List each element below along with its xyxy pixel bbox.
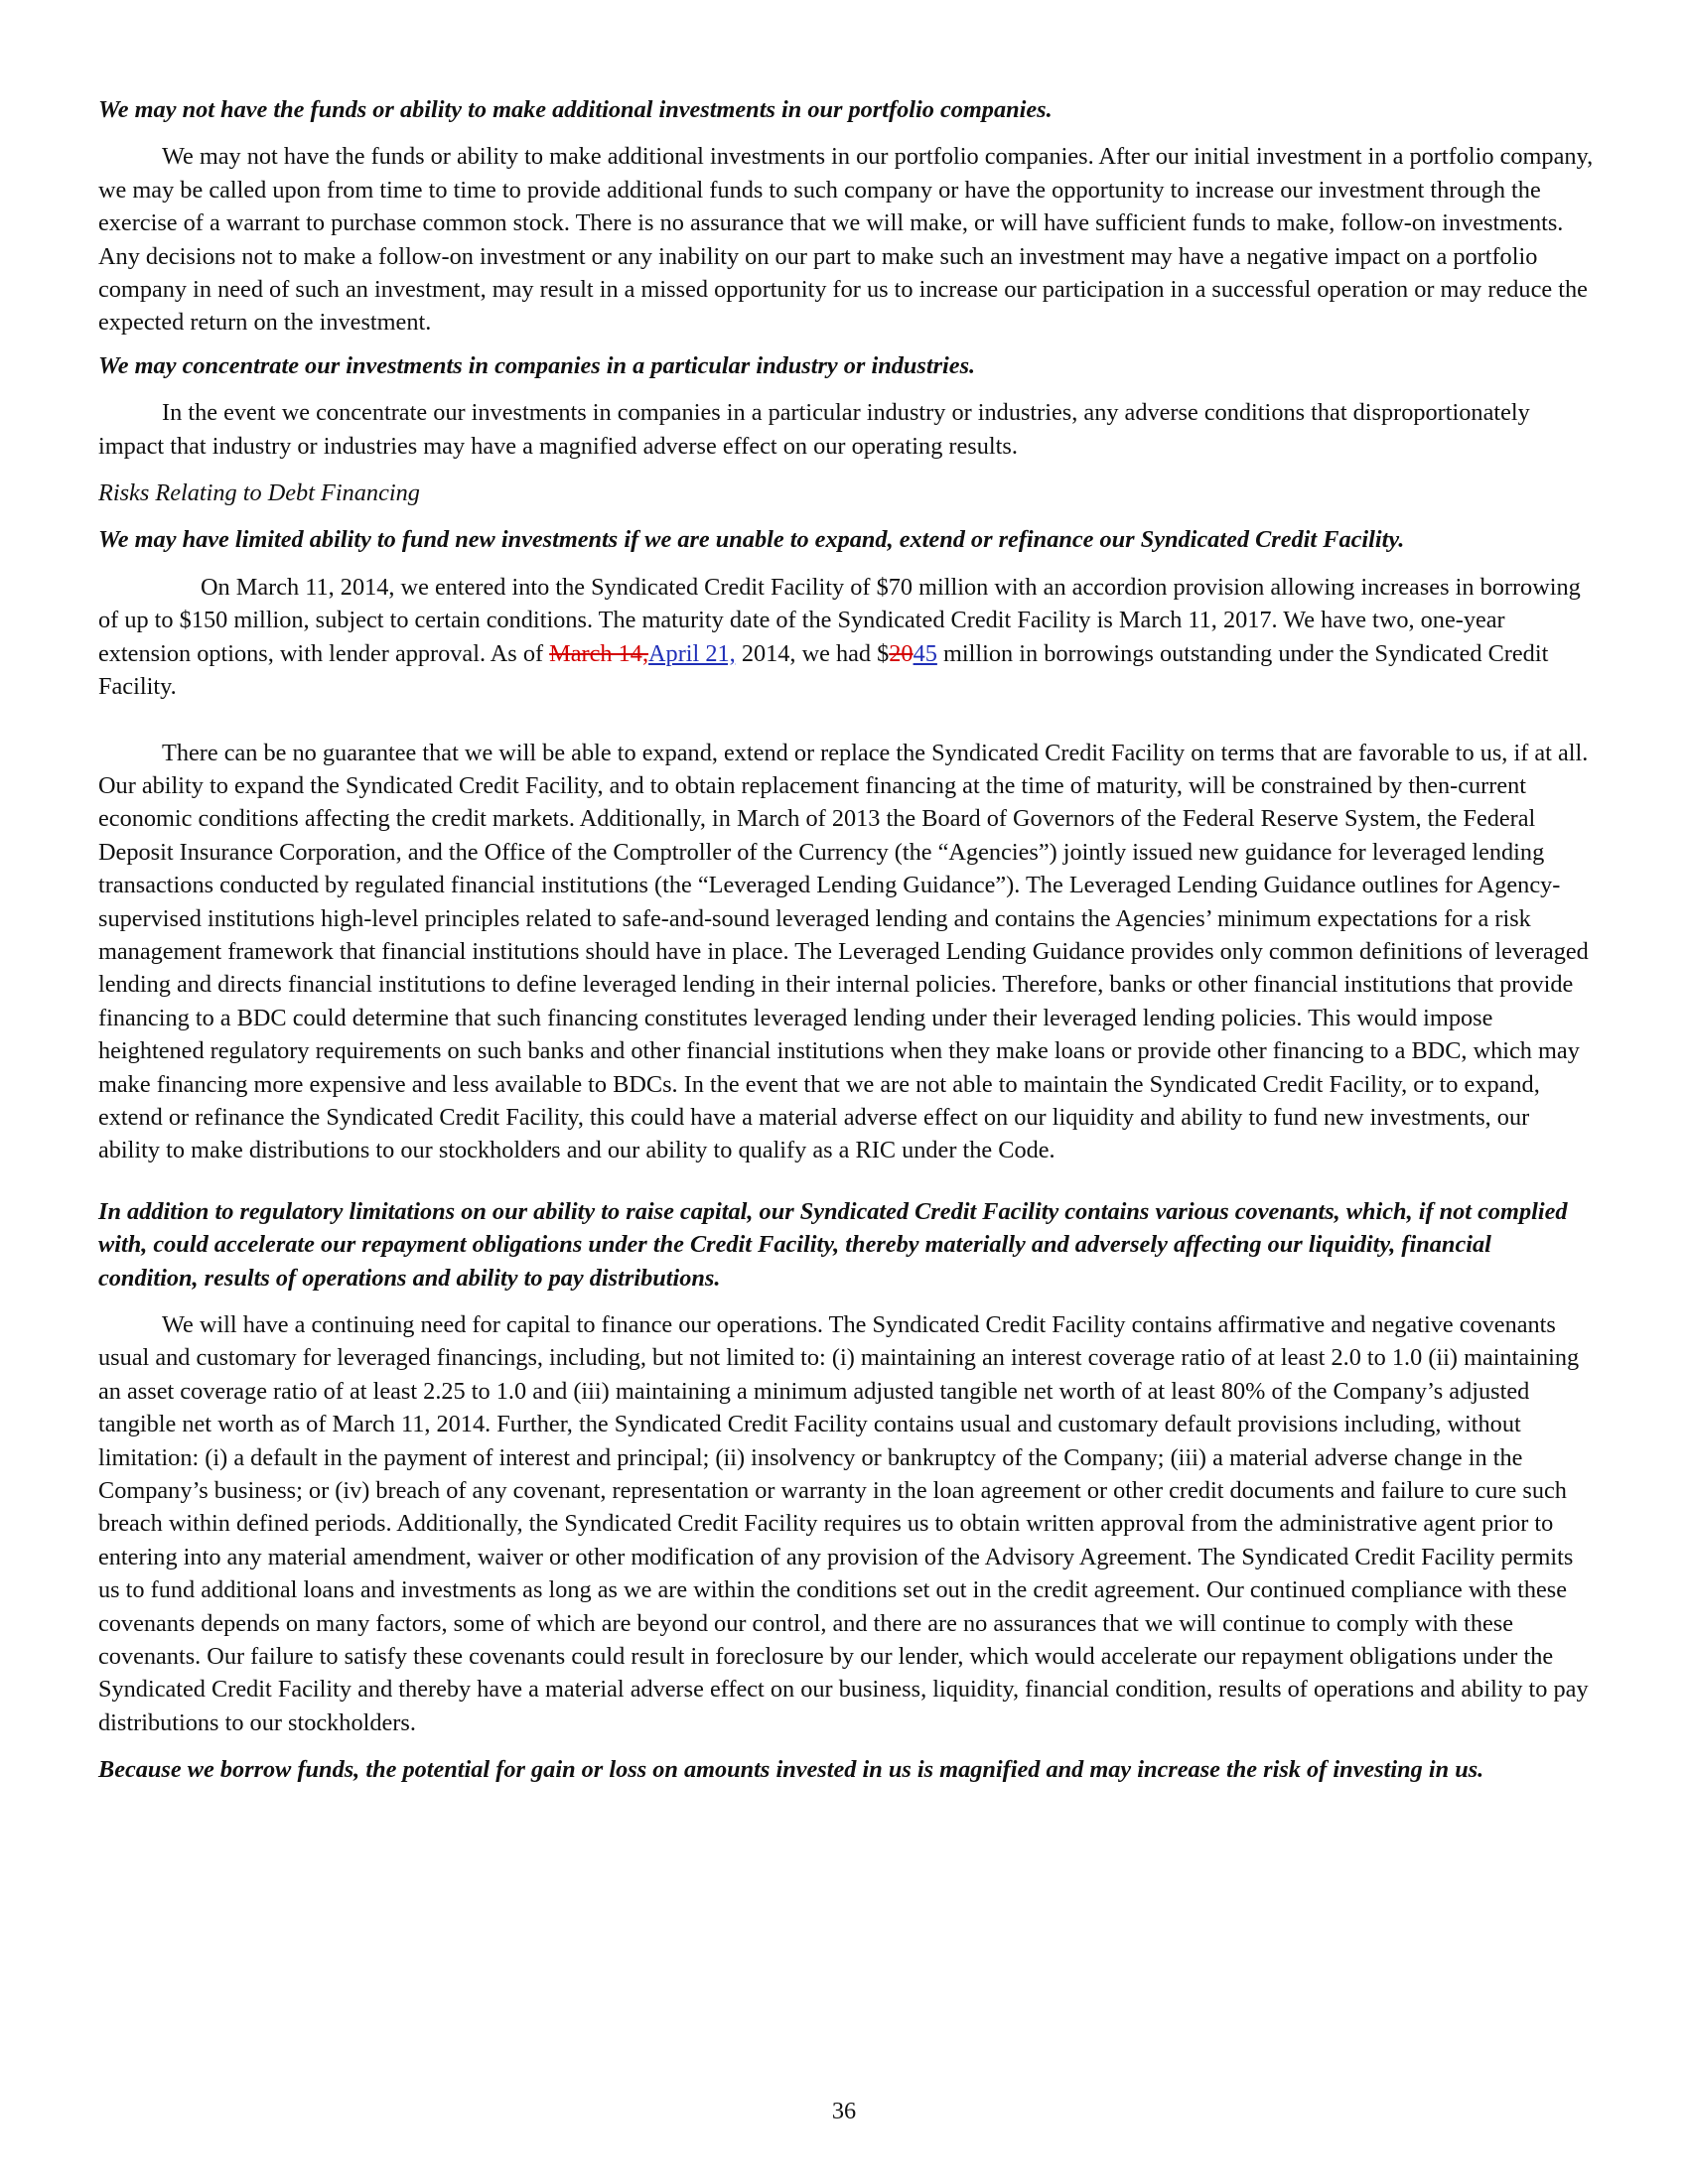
deleted-text-date: March 14, [549, 639, 649, 667]
paragraph-credit-facility [98, 571, 1594, 704]
paragraph-additional-investments: We may not have the funds or ability to make additional investments in our portfolio companies. After our initial investment in a portfolio company, we may be called upon from time to time to provide additional funds to such company or have the opportunity to increase our investment through the exercise of a warrant to purchase common stock. There is no assurance that we will make, or will have sufficient funds to make, follow-on investments. Any decisions not to make a follow-on investment or any inability on our part to make such an investment may have a negative impact on a portfolio company in need of such an investment, may result in a missed opportunity for us to increase our participation in a successful operation or may reduce the expected return on the investment. [98, 143, 1594, 337]
paragraph-credit-facility-text-a: On March 11, 2014, we entered into the Syndicated Credit Facility of $70 million with an accordion provision allowing increases in borrowing of up to $150 million, subject to certain conditions. The maturity date of the Syndicated Credit Facility is March 11, 2017. We have two, one-year extension options, with lender approval. As of [98, 573, 1581, 667]
paragraph-covenants: We will have a continuing need for capital to finance our operations. The Syndicated Credit Facility contains affirmative and negative covenants usual and customary for leveraged financings, including, but not limited to: (i) maintaining an interest coverage ratio of at least 2.0 to 1.0 (ii) maintaining an asset coverage ratio of at least 2.25 to 1.0 and (iii) maintaining a minimum adjusted tangible net worth of at least 80% of the Company’s adjusted tangible net worth as of March 11, 2014. Further, the Syndicated Credit Facility contains usual and customary default provisions including, without limitation: (i) a default in the payment of interest and principal; (ii) insolvency or bankruptcy of the Company; (iii) a material adverse change in the Company’s business; or (iv) breach of any covenant, representation or warranty in the loan agreement or other credit documents and failure to cure such breach within defined periods. Additionally, the Syndicated Credit Facility requires us to obtain written approval from the administrative agent prior to entering into any material amendment, waiver or other modification of any provision of the Advisory Agreement. The Syndicated Credit Facility permits us to fund additional loans and investments as long as we are within the conditions set out in the credit agreement. Our continued compliance with these covenants depends on many factors, some of which are beyond our control, and there are no assurances that we will continue to comply with these covenants. Our failure to satisfy these covenants could result in foreclosure by our lender, which would accelerate our repayment obligations under the Syndicated Credit Facility and thereby have a material adverse effect on our business, liquidity, financial condition, results of operations and ability to pay distributions to our stockholders. [98, 1311, 1589, 1736]
heading-covenants: In addition to regulatory limitations on our ability to raise capital, our Syndicated Credit Facility contains various covenants, which, if not complied with, could accelerate our repayment obligations under the Credit Facility, thereby materially and adversely affecting our liquidity, financial condition, results of operations and ability to pay distributions. [98, 1197, 1568, 1292]
paragraph-no-guarantee: There can be no guarantee that we will be able to expand, extend or replace the Syndicated Credit Facility on terms that are favorable to us, if at all. Our ability to expand the Syndicated Credit Facility, and to obtain replacement financing at the time of maturity, will be constrained by then-current economic conditions affecting the credit markets. Additionally, in March of 2013 the Board of Governors of the Federal Reserve System, the Federal Deposit Insurance Corporation, and the Office of the Comptroller of the Currency (the “Agencies”) jointly issued new guidance for leveraged lending transactions conducted by regulated financial institutions (the “Leveraged Lending Guidance”). The Leveraged Lending Guidance outlines for Agency-supervised institutions high-level principles related to safe-and-sound leveraged lending and contains the Agencies’ minimum expectations for a risk management framework that financial institutions should have in place. The Leveraged Lending Guidance provides only common definitions of leveraged lending and directs financial institutions to define leveraged lending in their internal policies. Therefore, banks or other financial institutions that provide financing to a BDC could determine that such financing constitutes leveraged lending under their leveraged lending policies. This would impose heightened regulatory requirements on such banks and other financial institutions when they make loans or provide other financing to a BDC, which may make financing more expensive and less available to BDCs. In the event that we are not able to maintain the Syndicated Credit Facility, or to expand, extend or refinance the Syndicated Credit Facility, this could have a material adverse effect on our liquidity and ability to fund new investments, our ability to make distributions to our stockholders and our ability to qualify as a RIC under the Code. [98, 739, 1589, 1164]
paragraph-credit-facility-text-c: million in borrowings outstanding under the Syndicated Credit Facility. [98, 639, 1549, 701]
document-page [98, 93, 1594, 1787]
inserted-text-date: April 21, [648, 639, 736, 667]
page-number: 36 [831, 2098, 857, 2124]
deleted-text-amount: 20 [889, 639, 914, 667]
paragraph-credit-facility-text-b: 2014, we had $ [735, 639, 890, 667]
heading-concentrate-investments: We may concentrate our investments in companies in a particular industry or industries. [98, 351, 976, 379]
heading-additional-investments: We may not have the funds or ability to make additional investments in our portfolio companies. [98, 96, 1053, 123]
heading-borrow-funds: Because we borrow funds, the potential for gain or loss on amounts invested in us is magnified and may increase the risk of investing in us. [98, 1756, 1484, 1784]
heading-limited-ability: We may have limited ability to fund new investments if we are unable to expand, extend or refinance our Syndicated Credit Facility. [98, 526, 1405, 554]
subheading-debt-financing: Risks Relating to Debt Financing [98, 479, 420, 507]
paragraph-concentrate-investments: In the event we concentrate our investments in companies in a particular industry or industries, any adverse conditions that disproportionately impact that industry or industries may have a magnified adverse effect on our operating results. [98, 399, 1530, 460]
inserted-text-amount: 45 [913, 639, 937, 667]
